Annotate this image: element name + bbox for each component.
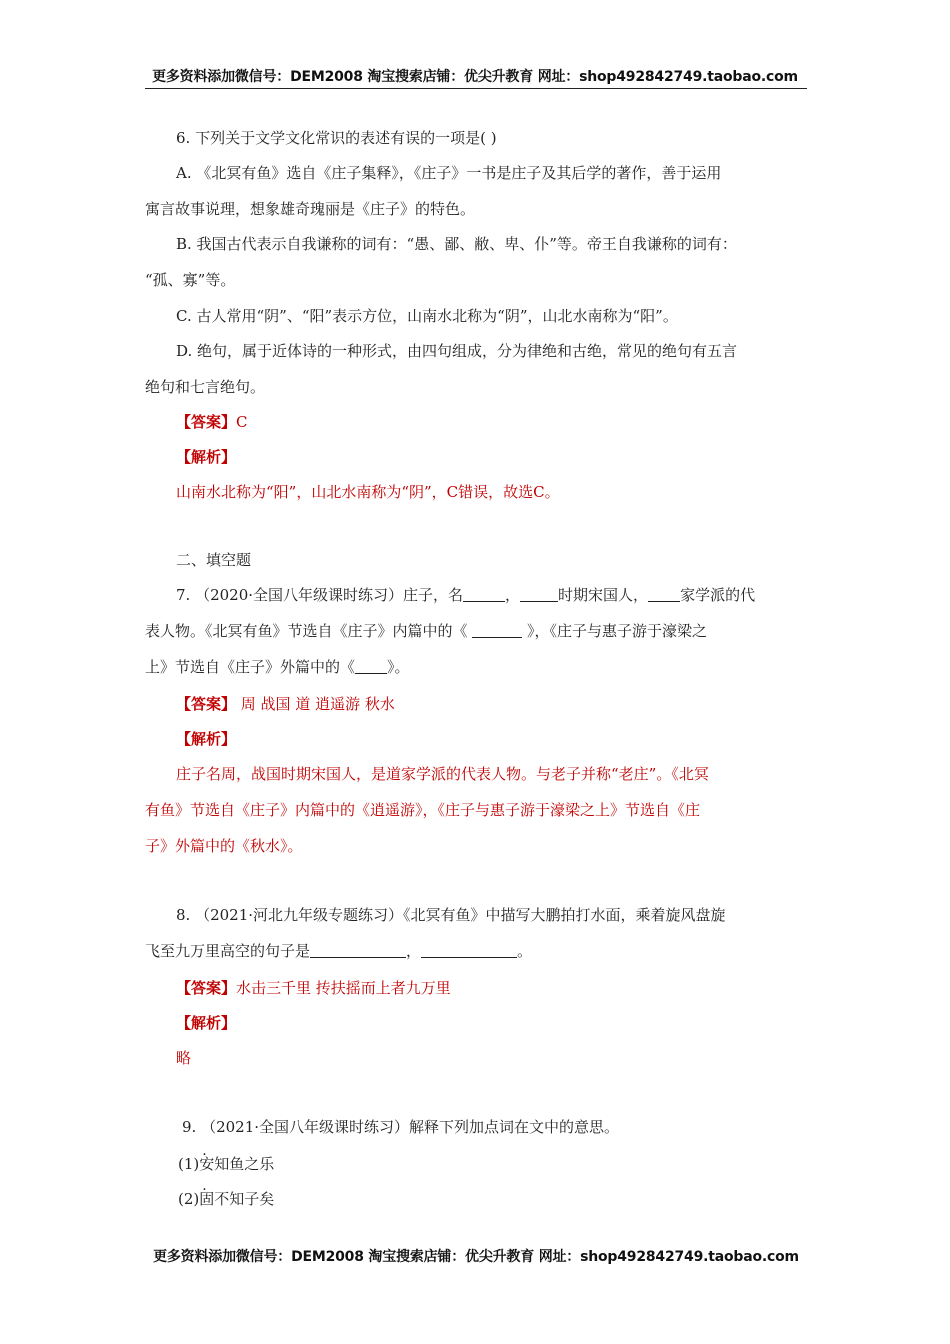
q9-item2-prefix: (2) — [178, 1190, 200, 1208]
q7-analysis-line2: 有鱼》节选自《庄子》内篇中的《逍遥游》，《庄子与惠子游于濠梁之上》节选自《庄 — [145, 801, 701, 819]
q7-text-1: 7. （2020·全国八年级课时练习）庄子，名 — [176, 586, 464, 604]
q7-text-6: 》，《庄子与惠子游于濠梁之 — [522, 622, 708, 640]
q7-answer — [176, 694, 395, 714]
q9-item1-dotted: 安 — [199, 1155, 215, 1173]
analysis-label: 【解析】 — [176, 730, 237, 748]
q7-stem-line1 — [176, 585, 755, 605]
page-footer: 更多资料添加微信号：DEM2008 淘宝搜索店铺：优尖升教育 网址：shop492842749.taobao.com — [153, 1249, 799, 1265]
analysis-label: 【解析】 — [176, 448, 237, 466]
analysis-label: 【解析】 — [176, 1014, 237, 1032]
q8-text-1: 飞至九万里高空的句子是 — [145, 942, 311, 960]
q9-item1-prefix: (1) — [178, 1155, 200, 1173]
answer-label: 【答案】 — [176, 979, 237, 997]
q6-option-a-line1: A. 《北冥有鱼》选自《庄子集释》，《庄子》一书是庄子及其后学的著作，善于运用 — [176, 164, 722, 182]
q7-analysis-label — [176, 729, 236, 749]
q9-stem: 9. （2021·全国八年级课时练习）解释下列加点词在文中的意思。 — [182, 1118, 620, 1136]
q7-blank-3 — [648, 585, 680, 602]
q6-option-c: C. 古人常用“阴”、“阳”表示方位，山南水北称为“阴”，山北水南称为“阳”。 — [176, 307, 678, 325]
q7-text-2: ， — [505, 586, 521, 604]
q6-answer-value: C — [236, 413, 248, 431]
q9-item1-rest: 知鱼之乐 — [214, 1155, 275, 1173]
q7-analysis-line1: 庄子名周，战国时期宋国人，是道家学派的代表人物。与老子并称“老庄”。《北冥 — [176, 765, 709, 783]
q8-blank-1 — [310, 941, 406, 958]
q8-answer — [176, 978, 451, 998]
q9-item2-dotted: 固 — [199, 1190, 215, 1208]
section-title: 二、填空题 — [176, 551, 252, 569]
q8-analysis-text: 略 — [176, 1049, 192, 1067]
q8-answer-value: 水击三千里 抟扶摇而上者九万里 — [236, 979, 451, 997]
q6-option-b-line1: B. 我国古代表示自我谦称的词有：“愚、鄙、敝、卑、仆”等。帝王自我谦称的词有： — [176, 235, 737, 253]
answer-label: 【答案】 — [176, 413, 237, 431]
q6-answer — [176, 412, 248, 432]
q6-option-a-line2: 寓言故事说理，想象雄奇瑰丽是《庄子》的特色。 — [145, 200, 476, 218]
q7-blank-1 — [463, 585, 505, 602]
q9-item-2 — [178, 1189, 274, 1209]
q7-stem-line2 — [145, 621, 707, 641]
q8-text-3: 。 — [517, 942, 533, 960]
q6-option-d-line1: D. 绝句，属于近体诗的一种形式，由四句组成，分为律绝和古绝，常见的绝句有五言 — [176, 342, 738, 360]
q6-stem: 6. 下列关于文学文化常识的表述有误的一项是( ) — [176, 129, 497, 147]
q6-analysis-text: 山南水北称为“阳”，山北水南称为“阴”，C错误，故选C。 — [176, 483, 560, 501]
q7-blank-4 — [472, 621, 522, 638]
q7-text-3: 时期宋国人， — [558, 586, 649, 604]
q9-item-1 — [178, 1154, 274, 1174]
q9-item2-rest: 不知子矣 — [214, 1190, 275, 1208]
q7-text-8: 》。 — [387, 658, 410, 676]
header-rule — [145, 88, 807, 89]
q8-stem-line1: 8. （2021·河北九年级专题练习）《北冥有鱼》中描写大鹏拍打水面，乘着旋风盘旋 — [176, 906, 726, 924]
q8-text-2: ， — [406, 942, 422, 960]
q7-blank-2 — [520, 585, 558, 602]
q7-text-7: 上》节选自《庄子》外篇中的《 — [145, 658, 356, 676]
q7-text-5: 表人物。《北冥有鱼》节选自《庄子》内篇中的《 — [145, 622, 473, 640]
page-header: 更多资料添加微信号：DEM2008 淘宝搜索店铺：优尖升教育 网址：shop492842749.taobao.com — [152, 69, 798, 85]
q7-answer-value: 周 战国 道 逍遥游 秋水 — [236, 695, 395, 713]
q8-stem-line2 — [145, 941, 532, 961]
q7-analysis-line3: 子》外篇中的《秋水》。 — [145, 837, 303, 855]
q7-blank-5 — [355, 657, 387, 674]
q7-stem-line3 — [145, 657, 410, 677]
q6-option-b-line2: “孤、寡”等。 — [145, 271, 236, 289]
q6-analysis-label — [176, 447, 236, 467]
answer-label: 【答案】 — [176, 695, 237, 713]
q8-blank-2 — [421, 941, 517, 958]
q7-text-4: 家学派的代 — [680, 586, 756, 604]
q8-analysis-label — [176, 1013, 236, 1033]
q6-option-d-line2: 绝句和七言绝句。 — [145, 378, 266, 396]
